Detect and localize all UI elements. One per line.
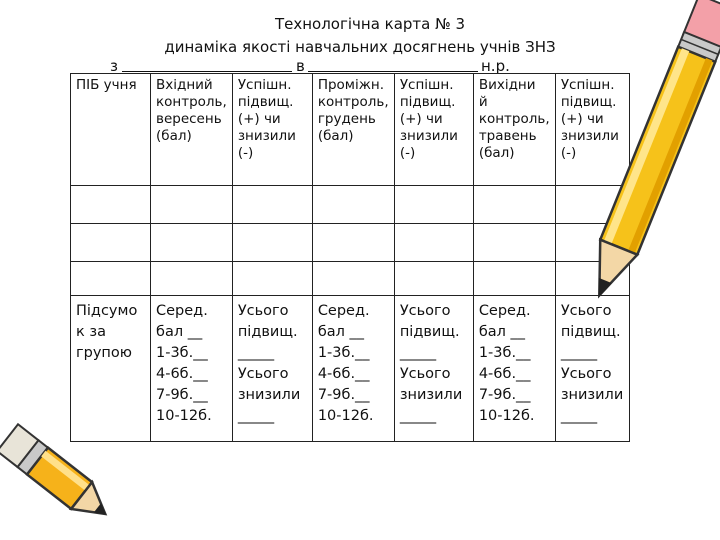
pencil-icon-bottom-left (0, 412, 110, 540)
header-final-control: Вихідни й контроль, травень (бал) (473, 74, 555, 186)
document-subtitle: динаміка якості навчальних досягнень учнів ЗНЗ (164, 38, 556, 56)
school-year-prefix: з (110, 57, 118, 75)
table-cell[interactable] (312, 262, 394, 296)
school-year-suffix: н.р. (481, 57, 510, 75)
table-cell[interactable] (394, 224, 473, 262)
summary-change-3: Усього підвищ. _____ Усього знизили _____ (555, 296, 629, 442)
progress-table (70, 73, 630, 442)
table-cell[interactable] (71, 262, 151, 296)
table-cell[interactable] (394, 186, 473, 224)
table-row (71, 224, 630, 262)
table-header-row (71, 74, 630, 186)
table-row (71, 186, 630, 224)
table-cell[interactable] (312, 186, 394, 224)
summary-change-1: Усього підвищ. _____ Усього знизили _____ (232, 296, 312, 442)
summary-average-entry: Серед. бал __ 1-3б.__ 4-6б.__ 7-9б.__ 10-12б. (151, 296, 233, 442)
summary-row (71, 296, 630, 442)
header-entry-control: Вхідний контроль, вересень (бал) (151, 74, 233, 186)
table-cell[interactable] (312, 224, 394, 262)
school-name-blank (122, 71, 292, 72)
summary-change-2: Усього підвищ. _____ Усього знизили _____ (394, 296, 473, 442)
header-change-3: Успішн. підвищ. (+) чи знизили (-) (555, 74, 629, 186)
table-cell[interactable] (232, 262, 312, 296)
header-change-2: Успішн. підвищ. (+) чи знизили (-) (394, 74, 473, 186)
table-row (71, 262, 630, 296)
document-title: Технологічна карта № 3 (274, 15, 466, 33)
header-change-1: Успішн. підвищ. (+) чи знизили (-) (232, 74, 312, 186)
header-mid-control: Проміжн. контроль, грудень (бал) (312, 74, 394, 186)
table-cell[interactable] (473, 186, 555, 224)
table-cell[interactable] (232, 186, 312, 224)
summary-label: Підсумо к за групою (71, 296, 151, 442)
pencil-icon-top-right (588, 0, 720, 330)
table-cell[interactable] (394, 262, 473, 296)
header-student-name: ПІБ учня (71, 74, 151, 186)
table-cell[interactable] (473, 224, 555, 262)
table-cell[interactable] (151, 224, 233, 262)
summary-average-mid: Серед. бал __ 1-3б.__ 4-6б.__ 7-9б.__ 10-12б. (312, 296, 394, 442)
table-cell[interactable] (473, 262, 555, 296)
table-cell[interactable] (151, 186, 233, 224)
table-cell[interactable] (232, 224, 312, 262)
table-cell[interactable] (71, 186, 151, 224)
school-year-mid: в (296, 57, 305, 75)
summary-average-final: Серед. бал __ 1-3б.__ 4-6б.__ 7-9б.__ 10-12б. (473, 296, 555, 442)
table-cell[interactable] (151, 262, 233, 296)
year-blank (308, 71, 478, 72)
table-cell[interactable] (71, 224, 151, 262)
